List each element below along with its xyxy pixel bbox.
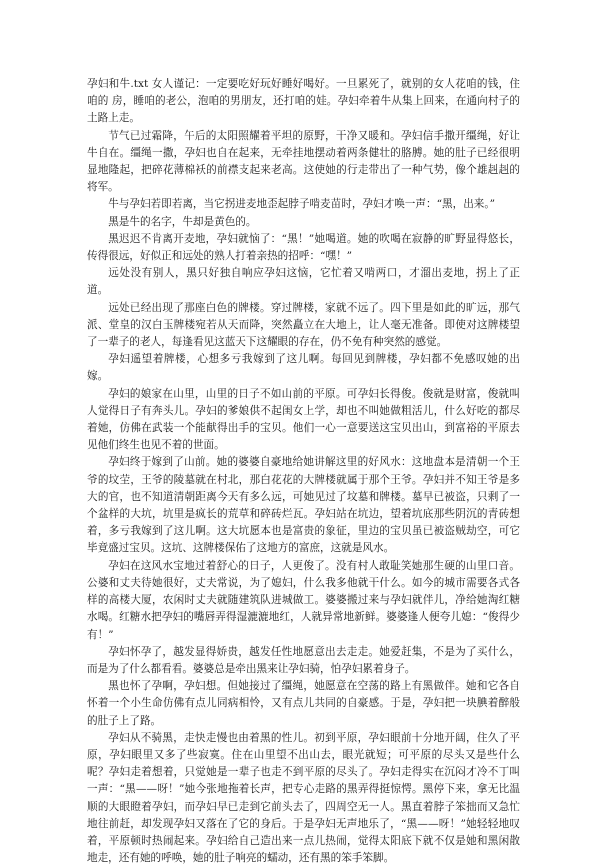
paragraph-11: 孕妇在这风水宝地过着舒心的日子，人更俊了。没有村人敢耻笑她那生硬的山里口音。公婆和丈夫待她很好，丈夫常说，为了媳妇，什么我多他就干什么。如今的城市需要各式各样的高楼大厦，农闲时丈夫就随建筑队进城做工。婆婆搬过来与孕妇就伴儿，净给她淘红糖水喝。红糖水把孕妇的嘴唇弄得湿漉漉地红，人就异常地新鲜。婆婆逢人便夸儿媳：“俊得少有！” xyxy=(87,559,520,641)
paragraph-2: 节气已过霜降，午后的太阳照耀着平坦的原野，干净又暖和。孕妇信手撒开缰绳，好让牛自在。缰绳一撒，孕妇也自在起来，无牵挂地摆动着两条健壮的胳膊。她的肚子已经很明显地隆起，把碎花薄棉袄的前襟支起来老高。这使她的行走带出了一种气势，像个雄赳赳的将军。 xyxy=(87,129,520,194)
paragraph-8: 孕妇遥望着牌楼，心想多亏我嫁到了这儿啊。每回见到牌楼，孕妇都不免感叹她的出嫁。 xyxy=(87,353,520,383)
paragraph-9: 孕妇的娘家在山里，山里的日子不如山前的平原。可孕妇长得俊。俊就是财富，俊就叫人觉得日子有奔头儿。孕妇的爹娘供不起闺女上学，却也不叫她做粗活儿，什么好吃的都尽着她，仿佛在武装一个能献得出手的宝贝。他们一心一意要送这宝贝出山，到富裕的平原去见他们终生也见不着的世面。 xyxy=(87,387,520,452)
paragraph-12: 孕妇怀孕了，越发显得娇贵，越发任性地愿意出去走走。她爱赶集，不是为了买什么，而是为了什么都看看。婆婆总是牵出黑来让孕妇骑，怕孕妇累着身子。 xyxy=(87,645,520,675)
paragraph-14: 孕妇从不骑黑，走快走慢也由着黑的性儿。初到平原，孕妇眼前十分地开阔，住久了平原，孕妇眼里又多了些寂寞。住在山里望不出山去，眼光就短；可平原的尽头又是些什么呢？孕妇走着想着，只觉她是一辈子也走不到平原的尽头了。孕妇走得实在沉闷才冷不丁叫一声：“黑——呀！”她今张地拖着长声，把专心走路的黑弄得挺惊愕。黑停下来，拿无比温顺的大眼瞪着孕妇，而孕妇早已走到它前头去了，四周空无一人。黑直着脖子笨拙而又急忙地往前赶，却发现孕妇又落在了它的身后。于是孕妇无声地乐了，“黑——呀！”她轻轻地叹着，平原顿时热闹起来。孕妇给自己造出来一点儿热闹，觉得太阳底下就不仅是她和黑闲散地走，还有她的呼唤，她的肚子响亮的蠕动，还有黑的笨手笨脚。 xyxy=(87,731,520,865)
paragraph-13: 黑也怀了孕啊，孕妇想。但她接过了缰绳，她愿意在空荡的路上有黑做伴。她和它各自怀着一个小生命仿佛有点儿同病相怜，又有点儿共同的自豪感。于是，孕妇把一块腆着醉般的肚子上了路。 xyxy=(87,680,520,727)
paragraph-6: 远处没有别人，黑只好独自响应孕妇这恼，它忙着又啃两口，才溜出麦地，拐上了正道。 xyxy=(87,267,520,297)
paragraph-5: 黑迟迟不肯离开麦地，孕妇就恼了：“黑！”她喝道。她的吹喝在寂静的旷野显得悠长，传得很远，好似正和远处的熟人打着亲热的招呼：“嘿！” xyxy=(87,232,520,263)
document-page xyxy=(87,76,520,867)
paragraph-1: 孕妇和牛.txt 女人谨记：一定要吃好玩好睡好喝好。一旦累死了，就别的女人花咱的钱，住咱的 房，睡咱的老公，泡咱的男朋友，还打咱的娃。孕妇牵着牛从集上回来，在通向村子的土路上走。 xyxy=(87,78,520,125)
paragraph-3: 牛与孕妇若即若离，当它拐进麦地歪起脖子啃麦苗时，孕妇才唤一声：“黑，出来。” xyxy=(108,198,496,211)
paragraph-7: 远处已经出现了那座白色的牌楼。穿过牌楼，家就不远了。四下里是如此的旷远，那气派、堂皇的汉白玉牌楼宛若从天而降，突然矗立在大地上，让人毫无准备。即使对这牌楼望了一辈子的老人，每逢看见这蓝天下这耀眼的存在，仍不免有种突然的感觉。 xyxy=(87,301,520,349)
paragraph-10: 孕妇终于嫁到了山前。她的婆婆自豪地给她讲解这里的好风水：这地盘本是清朝一个王爷的坟茔，王爷的陵墓就在村北，那白花花的大牌楼就属于那个王爷。孕妇并不知王爷是多大的官，也不知道清朝距离今天有多么远，可她见过了坟墓和牌楼。墓早已被盗，只剩了一个盆样的大坑，坑里是疯长的荒草和碎砖烂瓦。孕妇站在坑边，望着坑底那些阴沉的青砖想着，多亏我嫁到了这儿啊。这大坑愿本也是富贵的象征，里边的宝贝虽已被盗贼劫空，可它毕竟盛过宝贝。这坑、这牌楼保佑了这地方的富庶，这就是风水。 xyxy=(87,456,520,555)
paragraph-4: 黑是牛的名字，牛却是黄色的。 xyxy=(108,215,257,228)
